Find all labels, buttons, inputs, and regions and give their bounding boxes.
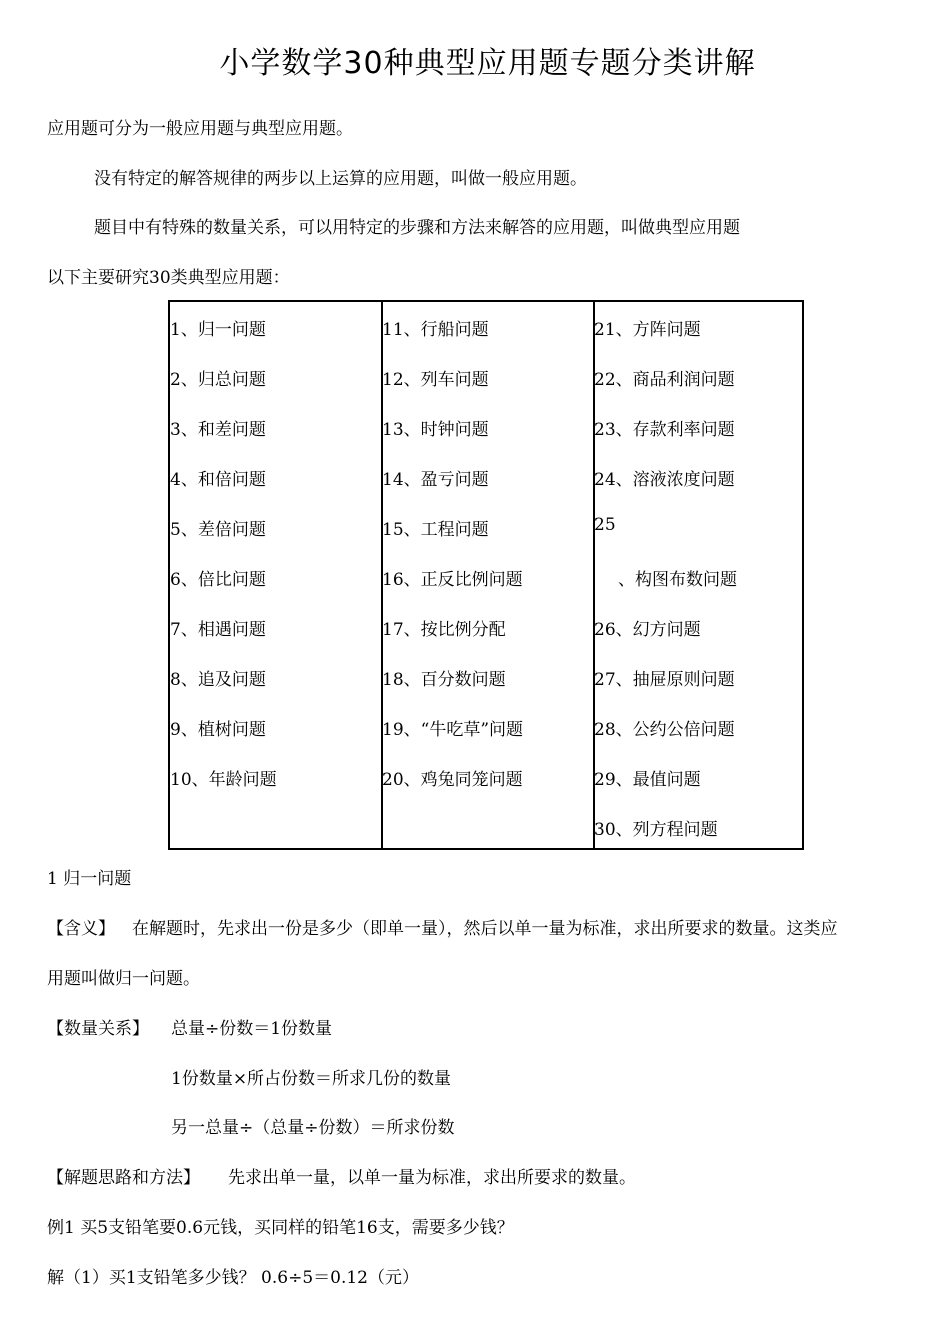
topic-item: 14、盈亏问题 — [382, 470, 489, 490]
topic-item: 9、植树问题 — [170, 720, 266, 740]
topic-item: 20、鸡兔同笼问题 — [382, 770, 523, 790]
meaning-text-cont: 用题叫做归一问题。 — [47, 969, 200, 989]
topic-item: 16、正反比例问题 — [382, 570, 523, 590]
topic-item: 21、方阵问题 — [594, 320, 701, 340]
example-text: 例1 买5支铅笔要0.6元钱，买同样的铅笔16支，需要多少钱？ — [47, 1218, 514, 1238]
topic-item: 24、溶液浓度问题 — [594, 470, 735, 490]
topic-item: 7、相遇问题 — [170, 620, 266, 640]
method-text: 先求出单一量，以单一量为标准，求出所要求的数量。 — [228, 1168, 636, 1188]
meaning-label: 【含义】 — [47, 919, 115, 939]
topic-item: 10、年龄问题 — [170, 770, 277, 790]
intro-line-3: 题目中有特殊的数量关系，可以用特定的步骤和方法来解答的应用题，叫做典型应用题 — [94, 218, 740, 238]
topic-item: 25 — [594, 515, 616, 535]
section-heading: 1 归一问题 — [47, 869, 132, 889]
page-title: 小学数学30种典型应用题专题分类讲解 — [219, 46, 756, 81]
topic-item: 12、列车问题 — [382, 370, 489, 390]
topic-item: 28、公约公倍问题 — [594, 720, 735, 740]
relation-formula: 另一总量÷（总量÷份数）＝所求份数 — [171, 1118, 455, 1138]
relation-formula: 1份数量×所占份数＝所求几份的数量 — [171, 1069, 452, 1089]
topic-item: 15、工程问题 — [382, 520, 489, 540]
topic-item: 8、追及问题 — [170, 670, 266, 690]
topic-item: 19、“牛吃草”问题 — [382, 720, 524, 740]
intro-line-1: 应用题可分为一般应用题与典型应用题。 — [47, 119, 353, 139]
method-label: 【解题思路和方法】 — [47, 1168, 200, 1188]
topic-item: 27、抽屉原则问题 — [594, 670, 735, 690]
topic-item: 1、归一问题 — [170, 320, 266, 340]
topic-item: 5、差倍问题 — [170, 520, 266, 540]
topic-item: 17、按比例分配 — [382, 620, 506, 640]
relation-label: 【数量关系】 — [47, 1019, 149, 1039]
topic-item: 2、归总问题 — [170, 370, 266, 390]
topic-item: 3、和差问题 — [170, 420, 266, 440]
topic-item: 6、倍比问题 — [170, 570, 266, 590]
topic-item: 4、和倍问题 — [170, 470, 266, 490]
topic-item: 18、百分数问题 — [382, 670, 506, 690]
intro-line-4: 以下主要研究30类典型应用题： — [47, 268, 290, 288]
topic-item: 26、幻方问题 — [594, 620, 701, 640]
topics-table — [168, 300, 804, 850]
meaning-text: 在解题时，先求出一份是多少（即单一量），然后以单一量为标准，求出所要求的数量。这类应 — [132, 919, 838, 939]
topic-item: 11、行船问题 — [382, 320, 489, 340]
topic-item: 22、商品利润问题 — [594, 370, 735, 390]
topic-item: 、构图布数问题 — [618, 570, 737, 590]
intro-line-2: 没有特定的解答规律的两步以上运算的应用题，叫做一般应用题。 — [94, 169, 587, 189]
topic-item: 30、列方程问题 — [594, 820, 718, 840]
topic-item: 29、最值问题 — [594, 770, 701, 790]
topic-item: 23、存款利率问题 — [594, 420, 735, 440]
topic-item: 13、时钟问题 — [382, 420, 489, 440]
solution-text: 解（1）买1支铅笔多少钱？ 0.6÷5＝0.12（元） — [47, 1268, 419, 1288]
relation-formula: 总量÷份数＝1份数量 — [171, 1019, 333, 1039]
